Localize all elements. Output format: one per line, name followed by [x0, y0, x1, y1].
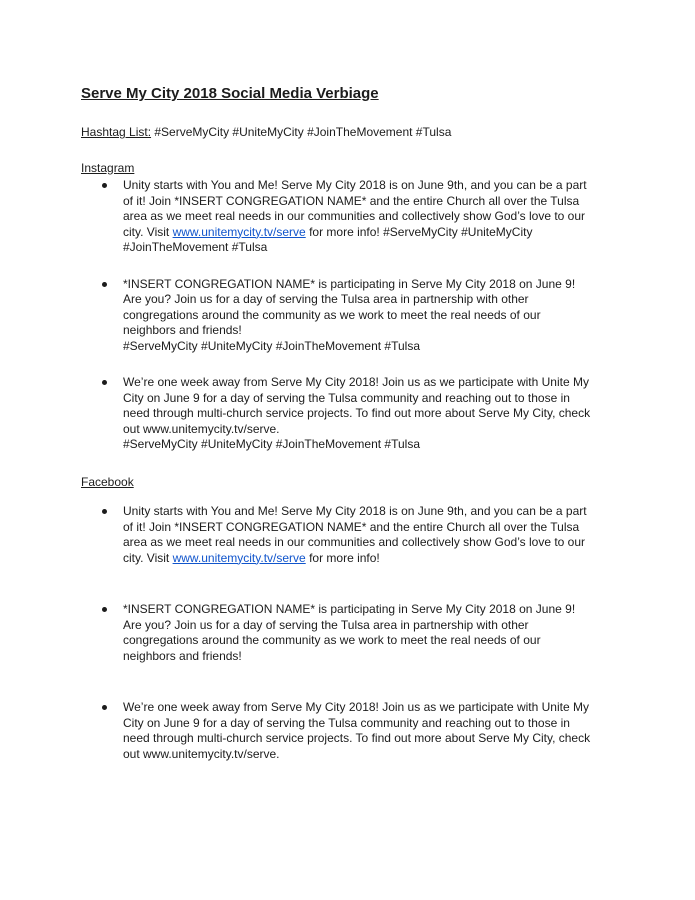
text-line [123, 240, 587, 256]
text-run: for more info! #ServeMyCity #UniteMyCity [305, 224, 533, 239]
instagram-bullet-list [81, 178, 635, 453]
text-run: Are you? Join us for a day of serving the Tulsa area in partnership with other [123, 292, 529, 306]
bullet-paragraph [123, 504, 587, 566]
bullet-item [81, 700, 635, 762]
text-run: neighbors and friends! [123, 323, 242, 337]
section-heading-instagram: Instagram [81, 160, 135, 175]
bullet-item [81, 277, 635, 355]
text-run: We’re one week away from Serve My City 2018! Join us as we participate with Unite My [123, 700, 589, 714]
text-line [123, 277, 575, 293]
text-run: We’re one week away from Serve My City 2018! Join us as we participate with Unite My [123, 375, 589, 389]
bullet-paragraph [123, 602, 575, 664]
text-line [123, 391, 590, 407]
text-line [123, 225, 587, 241]
text-run: *INSERT CONGREGATION NAME* is participating in Serve My City 2018 on June 9! [123, 276, 576, 291]
text-run: City on June 9 for a day of serving the Tulsa community and reaching out to those in [123, 390, 570, 405]
text-run: Unity starts with You and Me! Serve My City 2018 is on June 9th, and you can be a part [123, 504, 587, 518]
bullet-marker-icon [102, 183, 107, 188]
text-line [123, 520, 587, 536]
text-line [123, 535, 587, 551]
text-line [123, 422, 590, 438]
text-line [123, 602, 575, 618]
text-run: Are you? Join us for a day of serving the Tulsa area in partnership with other [123, 617, 529, 632]
text-line [123, 323, 575, 339]
bullet-paragraph [123, 700, 590, 762]
hyperlink[interactable]: www.unitemycity.tv/serve [172, 224, 306, 239]
hashtag-list-line [81, 125, 635, 141]
text-run: #JoinTheMovement #Tulsa [123, 240, 268, 254]
text-line [123, 649, 575, 665]
text-run: for more info! [305, 550, 380, 565]
bullet-paragraph [123, 277, 575, 355]
text-line [123, 716, 590, 732]
bullet-marker-icon [102, 282, 107, 287]
text-line [123, 437, 590, 453]
text-line [123, 406, 590, 422]
text-line [123, 292, 575, 308]
text-run: out www.unitemycity.tv/serve. [123, 421, 280, 436]
text-run: of it! Join *INSERT CONGREGATION NAME* and the entire Church all over the Tulsa [123, 193, 580, 208]
bullet-marker-icon [102, 705, 107, 710]
bullet-marker-icon [102, 380, 107, 385]
bullet-paragraph [123, 375, 590, 453]
text-line [123, 308, 575, 324]
bullet-item [81, 602, 635, 664]
bullet-marker-icon [102, 607, 107, 612]
bullet-item [81, 504, 635, 566]
text-line [123, 375, 590, 391]
text-line [123, 633, 575, 649]
text-line [123, 731, 590, 747]
text-run: City on June 9 for a day of serving the Tulsa community and reaching out to those in [123, 715, 570, 730]
text-run: #ServeMyCity #UniteMyCity #JoinTheMovement #Tulsa [123, 338, 420, 353]
text-line [123, 747, 590, 763]
hashtag-list-values: #ServeMyCity #UniteMyCity #JoinTheMovement #Tulsa [151, 125, 452, 139]
facebook-bullet-list [81, 504, 635, 762]
section-heading-facebook: Facebook [81, 474, 134, 489]
text-run: city. Visit [123, 550, 173, 565]
text-line [123, 209, 587, 225]
text-run: neighbors and friends! [123, 648, 242, 663]
section-facebook [81, 475, 635, 763]
bullet-item [81, 375, 635, 453]
text-run: *INSERT CONGREGATION NAME* is participating in Serve My City 2018 on June 9! [123, 602, 576, 616]
text-line [123, 551, 587, 567]
text-run: #ServeMyCity #UniteMyCity #JoinTheMovement #Tulsa [123, 437, 420, 451]
hashtag-list-label: Hashtag List: [81, 125, 152, 139]
bullet-paragraph [123, 178, 587, 256]
text-line [123, 339, 575, 355]
text-run: area as we meet real needs in our communities and collectively show God’s love to our [123, 535, 586, 549]
text-run: out www.unitemycity.tv/serve. [123, 746, 280, 761]
text-run: congregations around the community as we work to meet the real needs of our [123, 307, 541, 322]
text-run: of it! Join *INSERT CONGREGATION NAME* and the entire Church all over the Tulsa [123, 519, 580, 534]
text-run: need through multi-church service projects. To find out more about Serve My City, check [123, 731, 591, 745]
text-line [123, 700, 590, 716]
text-line [123, 178, 587, 194]
bullet-item [81, 178, 635, 256]
text-run: Unity starts with You and Me! Serve My City 2018 is on June 9th, and you can be a part [123, 178, 587, 192]
hyperlink[interactable]: www.unitemycity.tv/serve [172, 550, 306, 565]
document-title: Serve My City 2018 Social Media Verbiage [81, 85, 379, 102]
section-instagram [81, 161, 635, 453]
bullet-marker-icon [102, 509, 107, 514]
text-run: need through multi-church service projects. To find out more about Serve My City, check [123, 406, 591, 420]
text-run: city. Visit [123, 224, 173, 239]
text-line [123, 504, 587, 520]
text-line [123, 194, 587, 210]
text-run: area as we meet real needs in our communities and collectively show God’s love to our [123, 209, 586, 223]
text-run: congregations around the community as we work to meet the real needs of our [123, 633, 541, 647]
text-line [123, 618, 575, 634]
